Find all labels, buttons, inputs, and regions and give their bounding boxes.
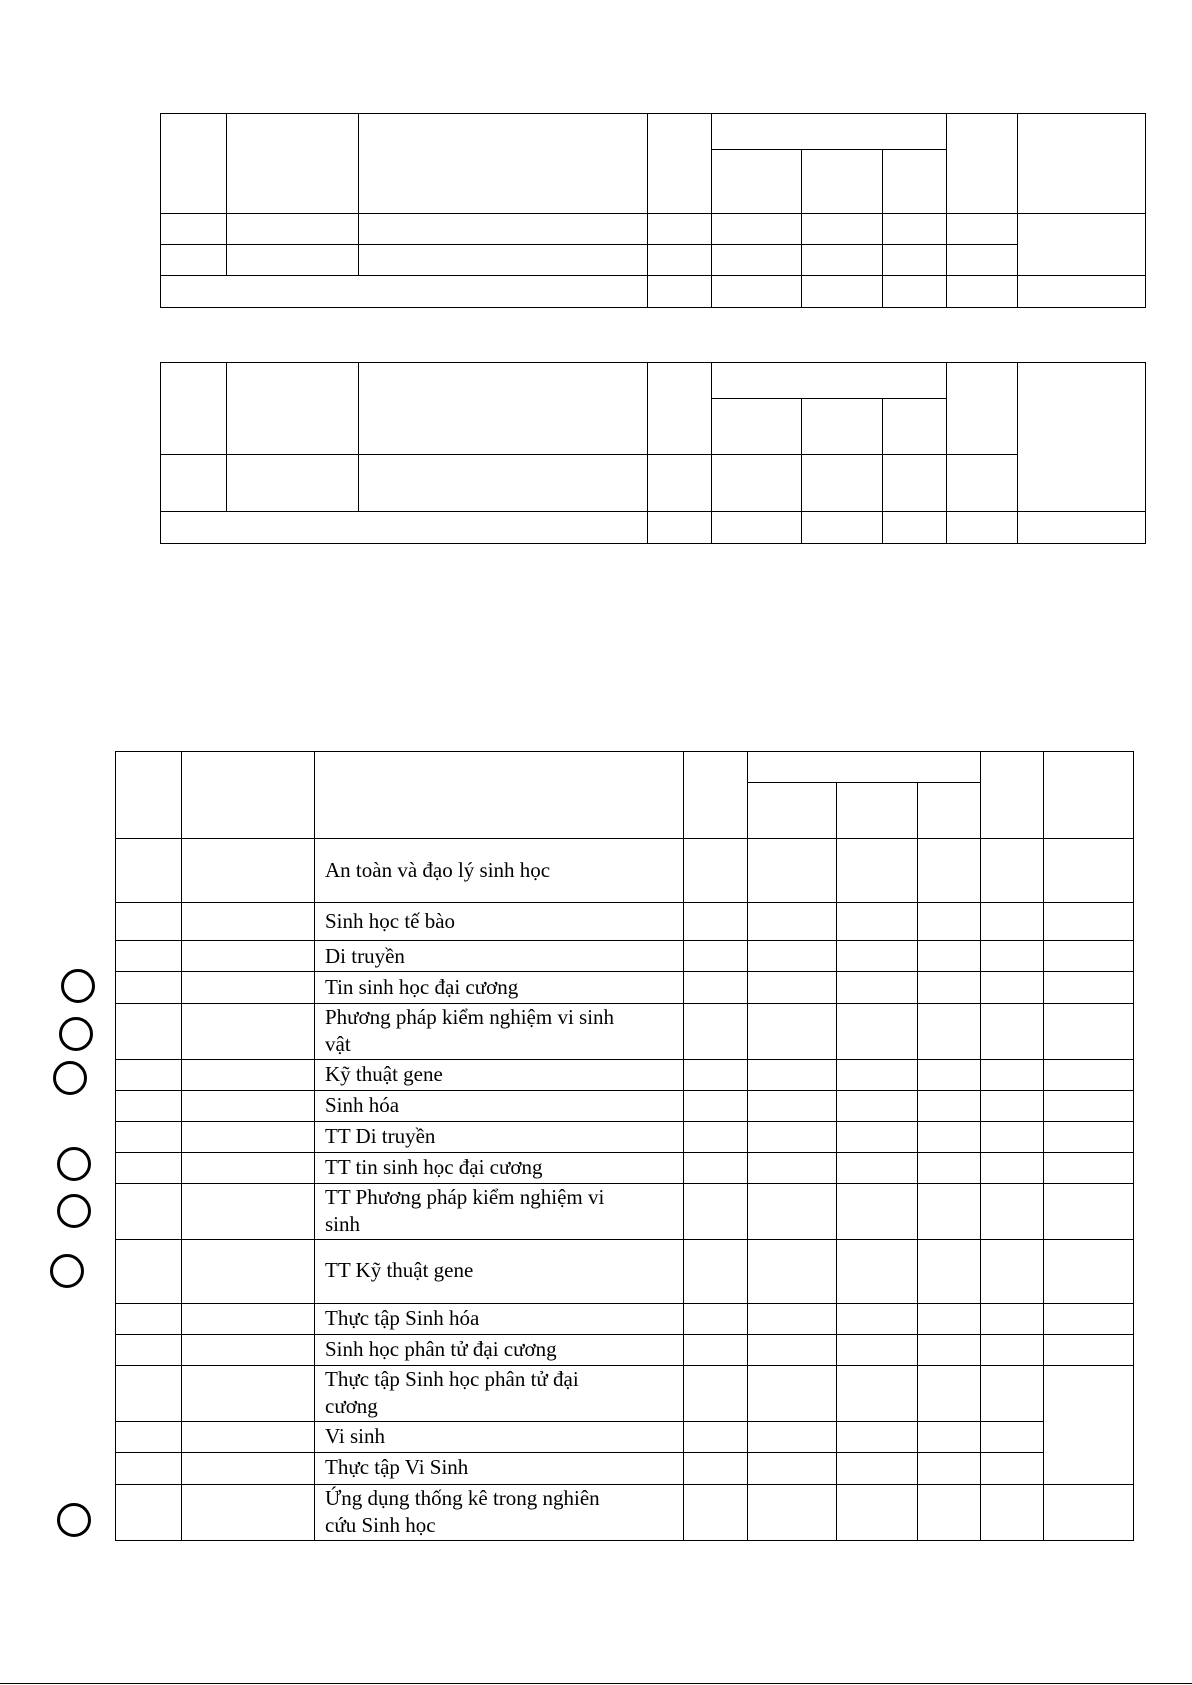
course-name: An toàn và đạo lý sinh học bbox=[325, 858, 551, 882]
course-name: Thực tập Sinh học phân tử đại bbox=[325, 1367, 579, 1391]
page-footer-rule bbox=[0, 1683, 1192, 1684]
course-name: TT tin sinh học đại cương bbox=[325, 1155, 543, 1179]
course-name: TT Phương pháp kiểm nghiệm vi bbox=[325, 1185, 605, 1209]
circle-mark-icon bbox=[57, 1503, 91, 1537]
course-name: Thực tập Sinh hóa bbox=[325, 1306, 480, 1330]
circle-mark-icon bbox=[59, 1017, 93, 1051]
circle-mark-icon bbox=[61, 969, 95, 1003]
course-name: Kỹ thuật gene bbox=[325, 1062, 443, 1086]
circle-mark-icon bbox=[53, 1061, 87, 1095]
circle-mark-icon bbox=[57, 1194, 91, 1228]
course-name-line2: vật bbox=[325, 1032, 351, 1056]
circle-mark-icon bbox=[50, 1254, 84, 1288]
course-name: Ứng dụng thống kê trong nghiên bbox=[325, 1486, 600, 1510]
course-name: Thực tập Vi Sinh bbox=[325, 1455, 469, 1479]
course-name-line2: sinh bbox=[325, 1212, 361, 1236]
course-name: TT Kỹ thuật gene bbox=[325, 1258, 474, 1282]
course-name: Sinh hóa bbox=[325, 1093, 400, 1117]
course-name: TT Di truyền bbox=[325, 1124, 436, 1148]
circle-mark-icon bbox=[57, 1147, 91, 1181]
course-name: Phương pháp kiểm nghiệm vi sinh bbox=[325, 1005, 615, 1029]
course-name: Sinh học tế bào bbox=[325, 909, 456, 933]
course-name-line2: cứu Sinh học bbox=[325, 1513, 436, 1537]
course-name: Di truyền bbox=[325, 944, 405, 968]
course-name-line2: cương bbox=[325, 1394, 378, 1418]
course-name: Tin sinh học đại cương bbox=[325, 975, 519, 999]
course-name: Sinh học phân tử đại cương bbox=[325, 1337, 557, 1361]
course-name: Vi sinh bbox=[325, 1424, 385, 1448]
